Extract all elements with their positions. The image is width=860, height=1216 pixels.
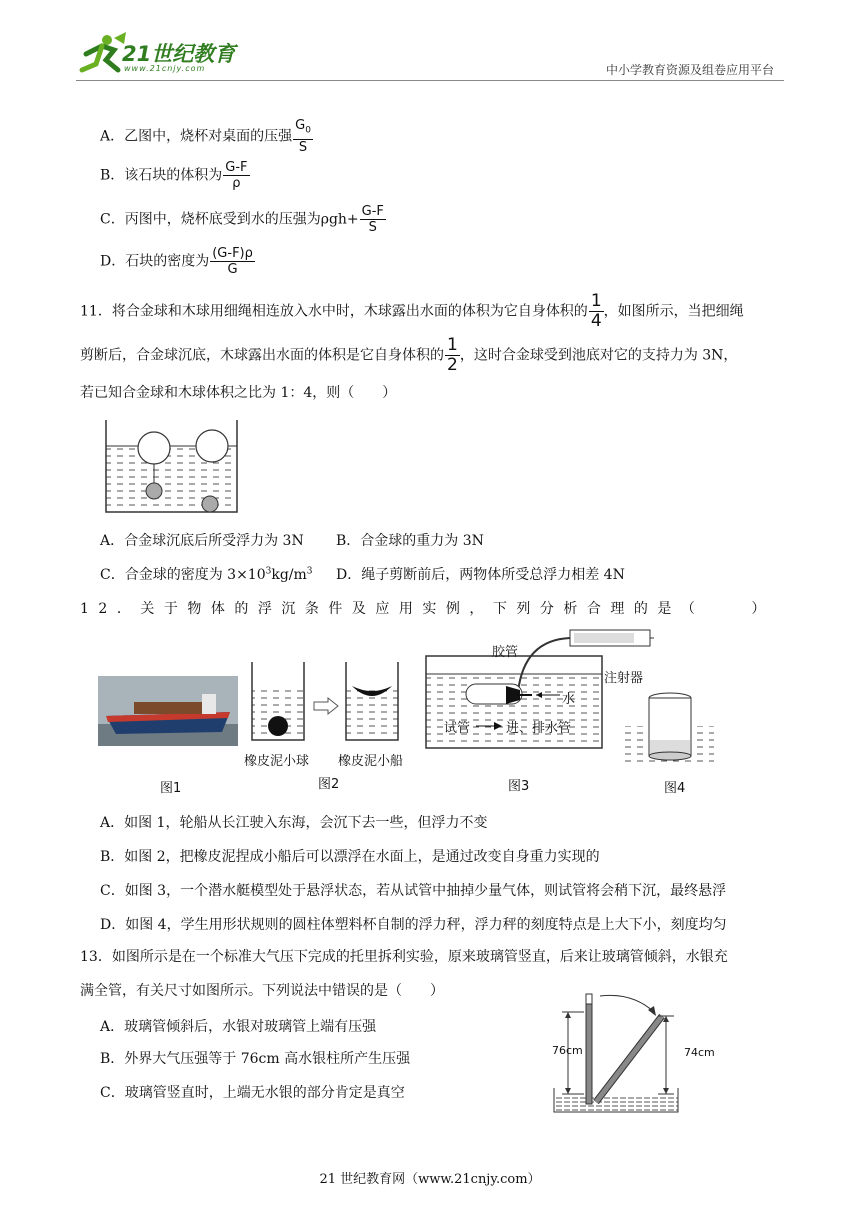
q10-option-a: A．乙图中，烧杯对桌面的压强 $\frac{G_0}{S}$ <box>100 118 311 155</box>
fig2-caption: 图2 <box>318 777 340 792</box>
fig3-caption: 图3 <box>508 779 530 794</box>
q12-figure4 <box>624 688 714 768</box>
page-footer: 21 世纪教育网（www.21cnjy.com） <box>319 1172 541 1187</box>
q11-option-a: A．合金球沉底后所受浮力为 3N <box>100 533 304 549</box>
q12-figure2 <box>248 660 408 744</box>
header-platform-text: 中小学教育资源及组卷应用平台 <box>605 63 774 77</box>
q13-label-74: 74cm <box>684 1046 715 1059</box>
q10-option-b: B．该石块的体积为 $\frac{G-F}{\rho}$ <box>100 160 248 191</box>
q12-option-c: C．如图 3，一个潜水艇模型处于悬浮状态，若从试管中抽掉少量气体，则试管将会稍下沉，最终悬浮 <box>100 883 727 899</box>
q12-option-d: D．如图 4，学生用形状规则的圆柱体塑料杯自制的浮力秤，浮力秤的刻度特点是上大下小，刻度均匀 <box>100 917 727 933</box>
q11-option-b: B．合金球的重力为 3N <box>336 533 484 549</box>
q11-stem-line2: 剪断后，合金球沉底，木球露出水面的体积是它自身体积的 $\frac{1}{2}$ ，这时合金球受到池底对它的支持力为 3N， <box>80 335 738 375</box>
fig2-boat-label: 橡皮泥小船 <box>338 754 404 769</box>
q11-stem-line3: 若已知合金球和木球体积之比为 1：4，则（ ） <box>80 385 397 401</box>
fig2-ball-label: 橡皮泥小球 <box>244 754 310 769</box>
fig3-syringe-label: 注射器 <box>604 671 644 686</box>
q11-option-d: D．绳子剪断前后，两物体所受总浮力相差 4N <box>336 567 625 583</box>
fig3-inout-label: 进、排水管 <box>506 721 572 736</box>
q10-option-d: D．石块的密度为 $\frac{(G-F)\rho}{G}$ <box>100 246 253 277</box>
logo-text: 21世纪教育 <box>122 42 236 66</box>
q13-label-76: 76cm <box>552 1044 583 1057</box>
q12-option-a: A．如图 1，轮船从长江驶入东海，会沉下去一些，但浮力不变 <box>100 815 488 831</box>
ship-photo <box>98 676 238 746</box>
q11-stem-line1: 11．将合金球和木球用细绳相连放入水中时，木球露出水面的体积为它自身体积的 $\frac{1}{4}$ ，如图所示，当把细绳 <box>80 291 744 331</box>
fig1-caption: 图1 <box>160 781 182 796</box>
arrow-right-icon <box>474 721 504 731</box>
fig3-tube-label: 试管 <box>444 721 471 736</box>
fig4-caption: 图4 <box>664 781 686 796</box>
q13-stem-line1: 13．如图所示是在一个标准大气压下完成的托里拆利实验，原来玻璃管竖直，后来让玻璃管倾斜，水银充 <box>80 949 728 965</box>
q13-stem-line2: 满全管，有关尺寸如图所示。下列说法中错误的是（ ） <box>80 983 444 999</box>
q11-option-c: C．合金球的密度为 $3\times 10^3kg/m^3$ <box>100 566 313 583</box>
logo-url: www.21cnjy.com <box>124 64 206 73</box>
q11-figure-tank <box>104 418 239 514</box>
q13-option-c: C．玻璃管竖直时，上端无水银的部分肯定是真空 <box>100 1085 405 1101</box>
q13-option-b: B．外界大气压强等于 76cm 高水银柱所产生压强 <box>100 1051 411 1067</box>
q13-option-a: A．玻璃管倾斜后，水银对玻璃管上端有压强 <box>100 1019 377 1035</box>
q12-stem: 12．关于物体的浮沉条件及应用实例，下列分析合理的是（ ） <box>80 601 775 617</box>
fig3-hose-label: 胶管 <box>492 645 519 660</box>
q10-option-c: C．丙图中，烧杯底受到水的压强为ρgh+ $\frac{G-F}{S}$ <box>100 204 384 235</box>
fig3-water-label: 水 <box>562 692 576 707</box>
header-divider <box>76 80 784 81</box>
q12-option-b: B．如图 2，把橡皮泥捏成小船后可以漂浮在水面上，是通过改变自身重力实现的 <box>100 849 600 865</box>
